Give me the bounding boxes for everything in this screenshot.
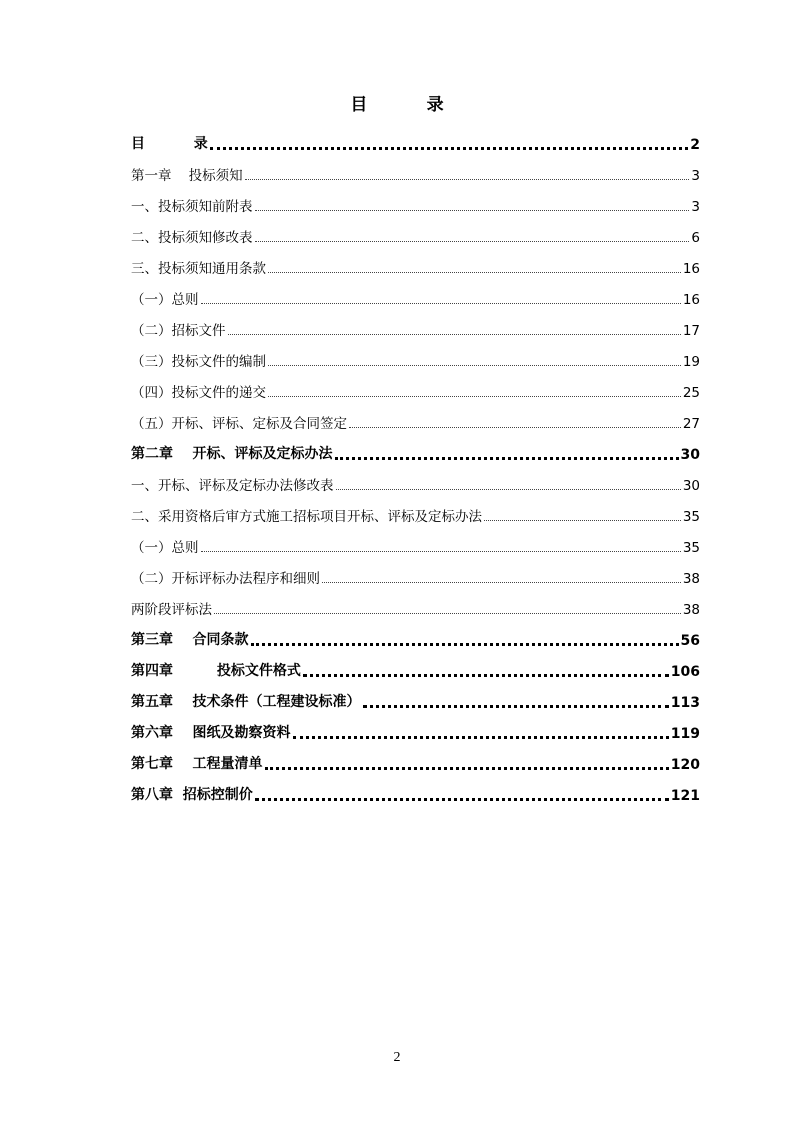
toc-dot-leader [484, 520, 681, 521]
toc-dot-leader [201, 551, 681, 552]
toc-dot-leader [268, 272, 681, 273]
toc-entry-title: （二）开标评标办法程序和细则 [131, 571, 320, 587]
toc-entry-title: 第六章 图纸及勘察资料 [131, 725, 291, 741]
toc-entry-page: 3 [691, 168, 700, 184]
toc-entry-title: 两阶段评标法 [131, 602, 212, 618]
toc-entry-page: 56 [680, 633, 700, 649]
toc-dot-leader [293, 736, 669, 739]
toc-dot-leader [349, 427, 681, 428]
toc-dot-leader [201, 303, 681, 304]
toc-entry-page: 6 [691, 230, 700, 246]
toc-entry-page: 27 [682, 416, 700, 432]
toc-entry-title: 二、采用资格后审方式施工招标项目开标、评标及定标办法 [131, 509, 482, 525]
toc-entry-page: 119 [670, 726, 700, 742]
toc-entry-page: 17 [682, 323, 700, 339]
toc-entry[interactable] [131, 220, 700, 251]
toc-entry-title: 第八章 招标控制价 [131, 787, 253, 803]
toc-entry-page: 30 [682, 478, 700, 494]
toc-entry[interactable] [131, 468, 700, 499]
toc-entry[interactable] [131, 406, 700, 437]
toc-entry[interactable] [131, 654, 700, 685]
toc-entry-page: 25 [682, 385, 700, 401]
toc-entry-title: （一）总则 [131, 292, 199, 308]
toc-dot-leader [245, 179, 690, 180]
toc-entry-title: 一、开标、评标及定标办法修改表 [131, 478, 334, 494]
table-of-contents [131, 127, 700, 809]
toc-dot-leader [268, 365, 681, 366]
toc-dot-leader [303, 674, 669, 677]
toc-entry-page: 16 [682, 261, 700, 277]
toc-entry[interactable] [131, 282, 700, 313]
toc-dot-leader [265, 767, 669, 770]
toc-entry-title: （四）投标文件的递交 [131, 385, 266, 401]
toc-entry-page: 113 [670, 695, 700, 711]
toc-entry-page: 19 [682, 354, 700, 370]
toc-entry[interactable] [131, 561, 700, 592]
toc-entry[interactable] [131, 344, 700, 375]
toc-entry-title: 第七章 工程量清单 [131, 756, 263, 772]
toc-entry-title: 第一章 投标须知 [131, 168, 243, 184]
toc-entry-title: 第二章 开标、评标及定标办法 [131, 446, 333, 462]
toc-entry-title: 第三章 合同条款 [131, 632, 249, 648]
toc-entry[interactable] [131, 499, 700, 530]
toc-entry-title: 第五章 技术条件（工程建设标准） [131, 694, 361, 710]
toc-entry[interactable] [131, 251, 700, 282]
toc-entry-page: 35 [682, 509, 700, 525]
toc-entry[interactable] [131, 127, 700, 158]
toc-entry-title: （五）开标、评标、定标及合同签定 [131, 416, 347, 432]
toc-entry-page: 16 [682, 292, 700, 308]
toc-entry[interactable] [131, 530, 700, 561]
toc-dot-leader [335, 457, 679, 460]
toc-entry-page: 121 [670, 788, 700, 804]
toc-entry-title: 二、投标须知修改表 [131, 230, 253, 246]
toc-entry[interactable] [131, 778, 700, 809]
toc-entry-title: 目 录 [131, 136, 208, 152]
toc-entry[interactable] [131, 716, 700, 747]
toc-dot-leader [268, 396, 681, 397]
toc-entry-page: 120 [670, 757, 700, 773]
toc-entry[interactable] [131, 158, 700, 189]
toc-entry-title: 一、投标须知前附表 [131, 199, 253, 215]
toc-entry[interactable] [131, 685, 700, 716]
toc-entry-page: 38 [682, 602, 700, 618]
toc-dot-leader [228, 334, 681, 335]
toc-dot-leader [255, 798, 669, 801]
toc-dot-leader [251, 643, 679, 646]
toc-entry-title: 三、投标须知通用条款 [131, 261, 266, 277]
toc-dot-leader [255, 241, 690, 242]
toc-entry-page: 38 [682, 571, 700, 587]
toc-entry[interactable] [131, 189, 700, 220]
toc-dot-leader [214, 613, 681, 614]
toc-entry-page: 2 [690, 137, 700, 153]
page-title: 目 录 [350, 95, 444, 115]
toc-dot-leader [255, 210, 690, 211]
toc-entry-title: （二）招标文件 [131, 323, 226, 339]
toc-dot-leader [210, 147, 689, 150]
toc-entry-page: 35 [682, 540, 700, 556]
toc-entry-title: 第四章 投标文件格式 [131, 663, 301, 679]
toc-entry[interactable] [131, 437, 700, 468]
toc-entry-page: 3 [691, 199, 700, 215]
page-number: 2 [393, 1050, 401, 1065]
toc-entry-page: 30 [680, 447, 700, 463]
toc-dot-leader [363, 705, 669, 708]
toc-entry[interactable] [131, 592, 700, 623]
toc-entry[interactable] [131, 747, 700, 778]
toc-entry-title: （一）总则 [131, 540, 199, 556]
toc-entry[interactable] [131, 313, 700, 344]
toc-entry[interactable] [131, 623, 700, 654]
toc-entry-page: 106 [670, 664, 700, 680]
toc-dot-leader [336, 489, 681, 490]
toc-entry[interactable] [131, 375, 700, 406]
toc-entry-title: （三）投标文件的编制 [131, 354, 266, 370]
toc-dot-leader [322, 582, 681, 583]
